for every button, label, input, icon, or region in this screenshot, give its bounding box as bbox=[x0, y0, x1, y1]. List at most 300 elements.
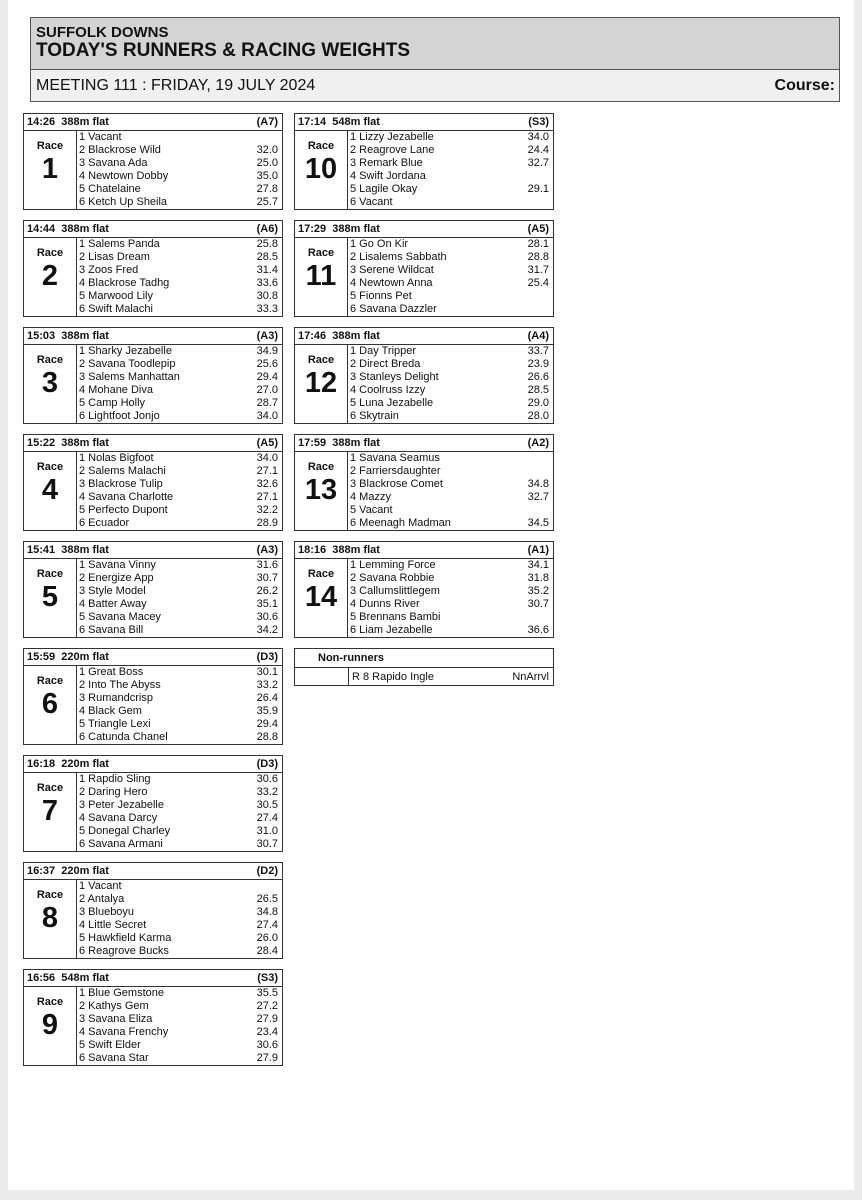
runner-name: 6 Savana Bill bbox=[79, 624, 144, 636]
runner-weight: 31.8 bbox=[527, 572, 549, 584]
race-number-block bbox=[24, 345, 77, 423]
runner-name: 5 Hawkfield Karma bbox=[79, 932, 172, 944]
runner-weight: 27.1 bbox=[256, 465, 278, 477]
race-time-distance bbox=[27, 758, 109, 770]
runner-weight: 23.9 bbox=[527, 358, 549, 370]
runner-name: 1 Go On Kir bbox=[350, 238, 409, 250]
runner-row bbox=[79, 157, 278, 170]
runner-row bbox=[350, 452, 549, 465]
race-body bbox=[24, 880, 282, 958]
race-header bbox=[295, 435, 553, 452]
runner-name: 5 Perfecto Dupont bbox=[79, 504, 168, 516]
runner-weight: 26.6 bbox=[527, 371, 549, 383]
runner-weight: 28.5 bbox=[527, 384, 549, 396]
runner-row bbox=[350, 478, 549, 491]
race-grade: (S3) bbox=[257, 972, 278, 984]
race-number-block bbox=[24, 131, 77, 209]
runner-row bbox=[79, 786, 278, 799]
runner-weight: 34.8 bbox=[527, 478, 549, 490]
runner-row bbox=[79, 987, 278, 1000]
runner-name: 5 Marwood Lily bbox=[79, 290, 153, 302]
runner-row bbox=[79, 1039, 278, 1052]
runner-weight: 28.8 bbox=[256, 731, 278, 743]
race-card bbox=[23, 648, 283, 745]
runner-name: 2 Energize App bbox=[79, 572, 154, 584]
race-number: 9 bbox=[41, 1009, 59, 1041]
non-runner-status: NnArrvl bbox=[512, 671, 549, 683]
runner-list bbox=[348, 559, 553, 637]
runner-row bbox=[79, 277, 278, 290]
runner-list bbox=[348, 238, 553, 316]
runner-weight bbox=[519, 452, 549, 465]
race-time: 17:29 bbox=[298, 223, 327, 235]
runner-row bbox=[79, 932, 278, 945]
race-body bbox=[24, 666, 282, 744]
runner-name: 5 Camp Holly bbox=[79, 397, 146, 409]
race-distance: 388m flat bbox=[61, 330, 109, 342]
runner-row bbox=[79, 238, 278, 251]
runner-row bbox=[79, 491, 278, 504]
runner-name: 3 Remark Blue bbox=[350, 157, 423, 169]
runner-row bbox=[350, 397, 549, 410]
race-time: 16:37 bbox=[27, 865, 56, 877]
race-word: Race bbox=[307, 140, 335, 152]
race-card bbox=[23, 220, 283, 317]
runner-weight: 28.9 bbox=[256, 517, 278, 529]
runner-weight: 35.9 bbox=[256, 705, 278, 717]
runner-weight: 35.1 bbox=[256, 598, 278, 610]
race-body bbox=[24, 238, 282, 316]
runner-name: 1 Sharky Jezabelle bbox=[79, 345, 172, 357]
non-runners-title: Non-runners bbox=[295, 649, 553, 668]
runner-weight: 34.8 bbox=[256, 906, 278, 918]
runner-row bbox=[79, 264, 278, 277]
runner-row bbox=[79, 290, 278, 303]
race-time: 18:16 bbox=[298, 544, 327, 556]
runner-row bbox=[79, 799, 278, 812]
venue-name: SUFFOLK DOWNS bbox=[36, 24, 169, 41]
runner-name: 6 Ecuador bbox=[79, 517, 130, 529]
race-header bbox=[24, 542, 282, 559]
runner-list bbox=[77, 880, 282, 958]
runner-row bbox=[350, 585, 549, 598]
race-word: Race bbox=[36, 782, 64, 794]
race-header bbox=[295, 114, 553, 131]
race-word: Race bbox=[36, 247, 64, 259]
runner-row bbox=[350, 598, 549, 611]
race-header bbox=[295, 542, 553, 559]
race-word: Race bbox=[36, 461, 64, 473]
runner-name: 5 Chatelaine bbox=[79, 183, 141, 195]
runner-weight: 27.4 bbox=[256, 812, 278, 824]
race-number-block bbox=[295, 345, 348, 423]
race-time-distance bbox=[27, 865, 109, 877]
runner-name: 4 Savana Charlotte bbox=[79, 491, 174, 503]
runner-name: 3 Serene Wildcat bbox=[350, 264, 434, 276]
runner-row bbox=[79, 504, 278, 517]
runner-name: 4 Mohane Diva bbox=[79, 384, 153, 396]
race-time: 15:59 bbox=[27, 651, 56, 663]
runner-weight bbox=[519, 170, 549, 183]
race-number: 4 bbox=[41, 474, 59, 506]
runner-name: 4 Newtown Anna bbox=[350, 277, 433, 289]
runner-row bbox=[350, 290, 549, 303]
runner-row bbox=[79, 303, 278, 316]
runner-list bbox=[77, 666, 282, 744]
runner-name: 3 Rumandcrisp bbox=[79, 692, 153, 704]
runner-row bbox=[79, 358, 278, 371]
runner-row bbox=[350, 196, 549, 209]
runner-row bbox=[350, 491, 549, 504]
runner-weight: 30.7 bbox=[256, 572, 278, 584]
runner-weight: 27.2 bbox=[256, 1000, 278, 1012]
race-grade: (D3) bbox=[256, 651, 278, 663]
runner-row bbox=[350, 157, 549, 170]
race-body bbox=[295, 238, 553, 316]
runner-weight: 34.0 bbox=[256, 410, 278, 422]
runner-name: 2 Blackrose Wild bbox=[79, 144, 161, 156]
runner-weight: 32.2 bbox=[256, 504, 278, 516]
runner-name: 6 Meenagh Madman bbox=[350, 517, 451, 529]
runner-row bbox=[79, 893, 278, 906]
runner-name: 3 Peter Jezabelle bbox=[79, 799, 164, 811]
runner-weight bbox=[519, 196, 549, 209]
race-card bbox=[23, 327, 283, 424]
race-grade: (A3) bbox=[256, 544, 278, 556]
runner-weight: 31.4 bbox=[256, 264, 278, 276]
race-card bbox=[23, 755, 283, 852]
runner-row bbox=[79, 731, 278, 744]
runner-weight: 35.2 bbox=[527, 585, 549, 597]
race-number: 14 bbox=[304, 581, 338, 613]
race-distance: 388m flat bbox=[332, 437, 380, 449]
runner-name: 5 Luna Jezabelle bbox=[350, 397, 434, 409]
runner-weight: 30.1 bbox=[256, 666, 278, 678]
race-time: 14:26 bbox=[27, 116, 56, 128]
runner-weight bbox=[519, 611, 549, 624]
runner-name: 5 Fionns Pet bbox=[350, 290, 412, 302]
runner-row bbox=[79, 812, 278, 825]
runner-weight: 30.6 bbox=[256, 1039, 278, 1051]
runner-name: 3 Salems Manhattan bbox=[79, 371, 180, 383]
runner-list bbox=[348, 452, 553, 530]
runner-row bbox=[79, 452, 278, 465]
runner-row bbox=[79, 624, 278, 637]
race-header bbox=[24, 756, 282, 773]
runner-weight: 26.0 bbox=[256, 932, 278, 944]
runner-weight: 29.4 bbox=[256, 718, 278, 730]
runner-weight: 29.1 bbox=[527, 183, 549, 195]
runner-name: 1 Lizzy Jezabelle bbox=[350, 131, 434, 143]
race-number: 3 bbox=[41, 367, 59, 399]
runner-row bbox=[79, 773, 278, 786]
runner-row bbox=[79, 170, 278, 183]
runner-row bbox=[79, 1026, 278, 1039]
runner-weight: 27.0 bbox=[256, 384, 278, 396]
runner-list bbox=[77, 238, 282, 316]
race-number: 1 bbox=[41, 153, 59, 185]
race-grade: (S3) bbox=[528, 116, 549, 128]
race-word: Race bbox=[36, 675, 64, 687]
race-distance: 388m flat bbox=[332, 223, 380, 235]
runner-row bbox=[79, 705, 278, 718]
race-number: 7 bbox=[41, 795, 59, 827]
runner-row bbox=[79, 517, 278, 530]
runner-row bbox=[79, 410, 278, 423]
race-number: 6 bbox=[41, 688, 59, 720]
runner-weight: 29.4 bbox=[256, 371, 278, 383]
runner-name: 2 Kathys Gem bbox=[79, 1000, 149, 1012]
runner-list bbox=[77, 987, 282, 1065]
runner-weight: 33.6 bbox=[256, 277, 278, 289]
race-body bbox=[24, 131, 282, 209]
race-time-distance bbox=[298, 437, 380, 449]
runner-weight: 33.2 bbox=[256, 679, 278, 691]
runner-weight: 23.4 bbox=[256, 1026, 278, 1038]
runner-weight: 32.0 bbox=[256, 144, 278, 156]
runner-weight: 32.7 bbox=[527, 491, 549, 503]
runner-row bbox=[350, 303, 549, 316]
runner-row bbox=[79, 611, 278, 624]
runner-name: 2 Reagrove Lane bbox=[350, 144, 435, 156]
runner-row bbox=[79, 384, 278, 397]
runner-weight: 27.1 bbox=[256, 491, 278, 503]
runner-row bbox=[79, 572, 278, 585]
runner-name: 4 Newtown Dobby bbox=[79, 170, 169, 182]
runner-name: 6 Savana Star bbox=[79, 1052, 149, 1064]
runner-weight: 34.9 bbox=[256, 345, 278, 357]
runner-row bbox=[350, 183, 549, 196]
race-card bbox=[294, 541, 554, 638]
race-distance: 388m flat bbox=[61, 116, 109, 128]
runner-list bbox=[348, 345, 553, 423]
race-body bbox=[295, 559, 553, 637]
race-header bbox=[24, 114, 282, 131]
runner-name: 6 Liam Jezabelle bbox=[350, 624, 433, 636]
race-time-distance bbox=[298, 223, 380, 235]
race-header bbox=[24, 328, 282, 345]
runner-weight bbox=[519, 303, 549, 316]
runner-name: 3 Callumslittlegem bbox=[350, 585, 440, 597]
runner-row bbox=[79, 144, 278, 157]
race-grade: (D2) bbox=[256, 865, 278, 877]
race-grade: (A4) bbox=[527, 330, 549, 342]
runner-name: 5 Lagile Okay bbox=[350, 183, 418, 195]
runner-weight bbox=[519, 504, 549, 517]
runner-name: 1 Day Tripper bbox=[350, 345, 417, 357]
race-grade: (A7) bbox=[256, 116, 278, 128]
runner-row bbox=[79, 196, 278, 209]
race-header bbox=[24, 649, 282, 666]
race-grade: (A5) bbox=[256, 437, 278, 449]
race-time: 16:18 bbox=[27, 758, 56, 770]
race-number: 12 bbox=[304, 367, 338, 399]
race-time: 15:41 bbox=[27, 544, 56, 556]
runner-row bbox=[350, 572, 549, 585]
race-time-distance bbox=[27, 544, 109, 556]
runner-row bbox=[350, 264, 549, 277]
race-number-block bbox=[24, 666, 77, 744]
runner-row bbox=[350, 465, 549, 478]
race-word: Race bbox=[36, 996, 64, 1008]
race-number-block bbox=[24, 238, 77, 316]
race-number-block bbox=[295, 452, 348, 530]
race-card bbox=[23, 113, 283, 210]
runner-weight: 30.6 bbox=[256, 773, 278, 785]
race-distance: 388m flat bbox=[61, 437, 109, 449]
runner-name: 4 Blackrose Tadhg bbox=[79, 277, 170, 289]
runner-name: 5 Swift Elder bbox=[79, 1039, 141, 1051]
race-grade: (D3) bbox=[256, 758, 278, 770]
runner-name: 6 Swift Malachi bbox=[79, 303, 153, 315]
race-number: 11 bbox=[305, 260, 337, 292]
race-grade: (A3) bbox=[256, 330, 278, 342]
race-body bbox=[295, 345, 553, 423]
course-label: Course: bbox=[774, 76, 835, 94]
runner-row bbox=[350, 345, 549, 358]
runner-weight: 30.8 bbox=[256, 290, 278, 302]
runner-weight: 31.0 bbox=[256, 825, 278, 837]
runner-weight: 31.7 bbox=[527, 264, 549, 276]
race-number-block bbox=[24, 987, 77, 1065]
race-distance: 388m flat bbox=[332, 330, 380, 342]
runner-name: 6 Ketch Up Sheila bbox=[79, 196, 168, 208]
runner-weight bbox=[248, 880, 278, 893]
runner-name: 2 Into The Abyss bbox=[79, 679, 161, 691]
runner-name: 4 Black Gem bbox=[79, 705, 142, 717]
race-number-block bbox=[295, 131, 348, 209]
race-time-distance bbox=[27, 651, 109, 663]
runner-weight: 28.5 bbox=[256, 251, 278, 263]
runner-name: 4 Dunns River bbox=[350, 598, 420, 610]
runner-row bbox=[350, 358, 549, 371]
runner-name: 4 Swift Jordana bbox=[350, 170, 426, 182]
runner-name: 3 Blackrose Tulip bbox=[79, 478, 163, 490]
runner-weight: 25.4 bbox=[527, 277, 549, 289]
race-number-block bbox=[24, 880, 77, 958]
race-word: Race bbox=[36, 568, 64, 580]
runner-row bbox=[79, 679, 278, 692]
runner-name: 3 Savana Eliza bbox=[79, 1013, 153, 1025]
race-card bbox=[294, 220, 554, 317]
non-runner-entry bbox=[295, 668, 553, 686]
runner-row bbox=[350, 384, 549, 397]
runner-name: 3 Savana Ada bbox=[79, 157, 148, 169]
runner-name: 2 Farriersdaughter bbox=[350, 465, 441, 477]
race-header bbox=[295, 221, 553, 238]
race-time-distance bbox=[298, 330, 380, 342]
race-distance: 220m flat bbox=[61, 651, 109, 663]
runner-row bbox=[79, 251, 278, 264]
runner-weight: 31.6 bbox=[256, 559, 278, 571]
page-header bbox=[30, 17, 840, 102]
runner-weight: 30.7 bbox=[527, 598, 549, 610]
runner-name: 6 Reagrove Bucks bbox=[79, 945, 169, 957]
runner-name: 4 Savana Darcy bbox=[79, 812, 158, 824]
race-card bbox=[23, 969, 283, 1066]
runner-weight: 25.0 bbox=[256, 157, 278, 169]
runner-row bbox=[350, 277, 549, 290]
runner-row bbox=[79, 906, 278, 919]
runner-weight: 28.7 bbox=[256, 397, 278, 409]
runner-row bbox=[79, 183, 278, 196]
race-grade: (A5) bbox=[527, 223, 549, 235]
race-body bbox=[24, 452, 282, 530]
runner-weight: 35.0 bbox=[256, 170, 278, 182]
runner-name: 3 Blackrose Comet bbox=[350, 478, 443, 490]
race-body bbox=[295, 131, 553, 209]
race-number-block bbox=[24, 773, 77, 851]
non-runners-box bbox=[294, 648, 554, 686]
race-card bbox=[23, 434, 283, 531]
race-card bbox=[294, 434, 554, 531]
runner-name: 1 Savana Vinny bbox=[79, 559, 156, 571]
runner-row bbox=[350, 410, 549, 423]
runner-weight: 35.5 bbox=[256, 987, 278, 999]
runner-name: 1 Savana Seamus bbox=[350, 452, 440, 464]
runner-weight: 26.2 bbox=[256, 585, 278, 597]
runner-row bbox=[350, 559, 549, 572]
runner-row bbox=[79, 718, 278, 731]
runner-name: 5 Savana Macey bbox=[79, 611, 161, 623]
race-body bbox=[295, 452, 553, 530]
runner-row bbox=[79, 945, 278, 958]
race-time: 15:03 bbox=[27, 330, 56, 342]
runner-weight: 26.4 bbox=[256, 692, 278, 704]
race-word: Race bbox=[36, 140, 64, 152]
runner-weight: 34.2 bbox=[256, 624, 278, 636]
runner-weight: 29.0 bbox=[527, 397, 549, 409]
race-card bbox=[23, 541, 283, 638]
runner-name: 4 Coolruss Izzy bbox=[350, 384, 426, 396]
runner-row bbox=[79, 1052, 278, 1065]
runner-list bbox=[77, 452, 282, 530]
non-runner-row bbox=[349, 668, 553, 686]
runner-name: 3 Style Model bbox=[79, 585, 146, 597]
runner-row bbox=[79, 598, 278, 611]
runner-name: 2 Salems Malachi bbox=[79, 465, 166, 477]
runner-name: 4 Little Secret bbox=[79, 919, 147, 931]
runner-list bbox=[77, 773, 282, 851]
meeting-bar bbox=[31, 70, 839, 101]
runner-name: 1 Blue Gemstone bbox=[79, 987, 164, 999]
runner-name: 2 Antalya bbox=[79, 893, 125, 905]
runner-row bbox=[79, 919, 278, 932]
runner-weight: 27.4 bbox=[256, 919, 278, 931]
runner-name: 2 Savana Robbie bbox=[350, 572, 435, 584]
runner-row bbox=[79, 1000, 278, 1013]
race-grade: (A2) bbox=[527, 437, 549, 449]
race-time: 17:46 bbox=[298, 330, 327, 342]
runner-weight: 28.1 bbox=[527, 238, 549, 250]
race-column-right bbox=[294, 113, 554, 686]
race-number-block bbox=[295, 559, 348, 637]
runner-row bbox=[350, 131, 549, 144]
runner-name: 3 Zoos Fred bbox=[79, 264, 139, 276]
runner-weight: 25.7 bbox=[256, 196, 278, 208]
race-body bbox=[24, 773, 282, 851]
race-time-distance bbox=[27, 330, 109, 342]
runner-weight bbox=[519, 290, 549, 303]
race-time: 15:22 bbox=[27, 437, 56, 449]
race-distance: 388m flat bbox=[61, 544, 109, 556]
runner-row bbox=[79, 397, 278, 410]
runner-weight: 36.6 bbox=[527, 624, 549, 636]
runner-row bbox=[79, 478, 278, 491]
runner-name: 1 Rapdio Sling bbox=[79, 773, 151, 785]
race-number: 13 bbox=[304, 474, 338, 506]
runner-row bbox=[350, 251, 549, 264]
